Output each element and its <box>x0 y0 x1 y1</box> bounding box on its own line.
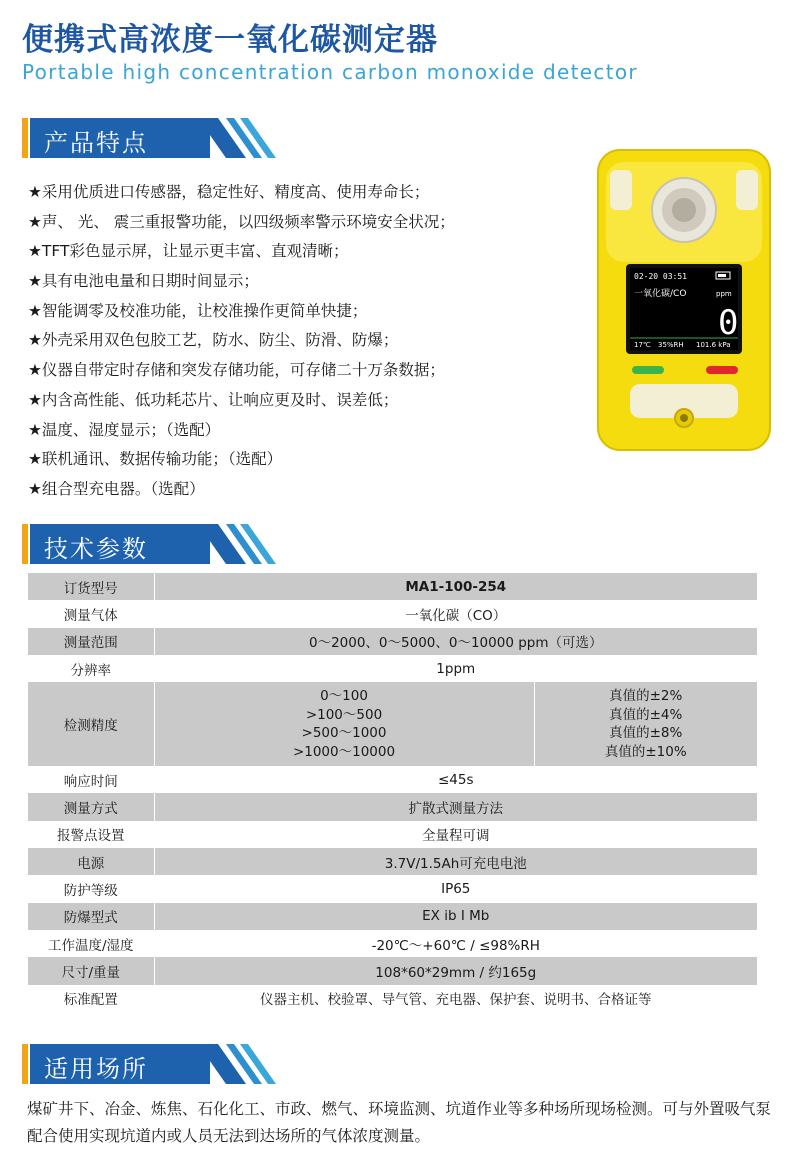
spec-label: 尺寸/重量 <box>28 957 154 984</box>
spec-value: 扩散式测量方法 <box>154 793 758 820</box>
feature-item: ★声、 光、 震三重报警功能，以四级频率警示环境安全状况； <box>28 212 455 231</box>
stripes-decoration-icon <box>198 1044 282 1084</box>
feature-list <box>28 178 568 505</box>
section-title-features: 产品特点 <box>44 129 148 157</box>
table-row <box>28 600 758 627</box>
screen-pressure: 101.6 kPa <box>696 341 731 349</box>
table-row <box>28 957 758 984</box>
spec-label: 测量范围 <box>28 628 154 655</box>
feature-item: ★具有电池电量和日期时间显示； <box>28 272 259 291</box>
usage-paragraph: 煤矿井下、冶金、炼焦、石化化工、市政、燃气、环境监测、坑道作业等多种场所现场检测。可与外置吸气泵配合使用实现坑道内或人员无法到达场所的气体浓度测量。 <box>27 1100 772 1145</box>
feature-item: ★组合型充电器。（选配） <box>28 479 205 498</box>
feature-item: ★温度、湿度显示；（选配） <box>28 420 221 439</box>
stripes-decoration-icon <box>198 524 282 564</box>
spec-label: 电源 <box>28 848 154 875</box>
spec-value: MA1-100-254 <box>154 573 758 600</box>
accuracy-range: >100～500 <box>305 706 383 723</box>
section-title-specs: 技术参数 <box>44 535 148 563</box>
spec-label: 工作温度/湿度 <box>28 930 154 957</box>
screen-unit: ppm <box>716 290 732 298</box>
section-header-specs <box>22 522 282 566</box>
accuracy-value: 真值的±8% <box>609 725 683 742</box>
spec-label: 防爆型式 <box>28 903 154 930</box>
feature-item: ★TFT彩色显示屏，让显示更丰富、直观清晰； <box>28 242 349 261</box>
table-row <box>28 821 758 848</box>
spec-value: 108*60*29mm / 约165g <box>154 957 758 984</box>
screen-reading: 0 <box>718 303 739 343</box>
page-title-zh: 便携式高浓度一氧化碳测定器 <box>22 22 438 58</box>
section-accent-bar <box>22 118 28 158</box>
spec-label: 测量气体 <box>28 600 154 627</box>
table-row <box>28 793 758 820</box>
accuracy-range: >500～1000 <box>301 725 387 742</box>
accuracy-range: 0～100 <box>320 688 368 705</box>
screen-temp: 17℃ <box>634 341 651 349</box>
section-accent-bar <box>22 524 28 564</box>
page-title-en: Portable high concentration carbon monoxide detector <box>22 60 638 84</box>
feature-item: ★内含高性能、低功耗芯片、让响应更及时、误差低； <box>28 390 399 409</box>
screen-humidity: 35%RH <box>658 341 684 349</box>
section-header-usage <box>22 1042 282 1086</box>
spec-label: 检测精度 <box>28 682 154 766</box>
spec-label: 响应时间 <box>28 766 154 793</box>
feature-item: ★智能调零及校准功能，让校准操作更简单快捷； <box>28 301 368 320</box>
specs-table <box>28 573 758 1012</box>
spec-label: 分辨率 <box>28 655 154 682</box>
accuracy-ranges <box>154 682 534 766</box>
table-row <box>28 655 758 682</box>
spec-label: 防护等级 <box>28 875 154 902</box>
spec-label: 报警点设置 <box>28 821 154 848</box>
spec-value: EX ib Ⅰ Mb <box>154 903 758 930</box>
feature-item: ★仪器自带定时存储和突发存储功能，可存储二十万条数据； <box>28 361 445 380</box>
table-row <box>28 766 758 793</box>
feature-item: ★联机通讯、数据传输功能；（选配） <box>28 450 283 469</box>
green-button[interactable] <box>632 366 664 374</box>
spec-label: 订货型号 <box>28 573 154 600</box>
table-row <box>28 848 758 875</box>
table-row <box>28 628 758 655</box>
table-row <box>28 985 758 1012</box>
feature-item: ★采用优质进口传感器，稳定性好、精度高、使用寿命长； <box>28 183 430 201</box>
accuracy-value: 真值的±4% <box>609 706 683 723</box>
stripes-decoration-icon <box>198 118 282 158</box>
spec-value: IP65 <box>154 875 758 902</box>
co-detector-device-image <box>596 148 772 452</box>
spec-value: ≤45s <box>154 766 758 793</box>
feature-item: ★外壳采用双色包胶工艺，防水、防尘、防滑、防爆； <box>28 331 399 350</box>
accuracy-values <box>534 682 758 766</box>
accuracy-value: 真值的±2% <box>609 688 683 705</box>
screen-datetime: 02-20 03:51 <box>634 272 687 281</box>
spec-value: 全量程可调 <box>154 821 758 848</box>
table-row <box>28 573 758 600</box>
section-title-usage: 适用场所 <box>44 1055 148 1083</box>
spec-value: -20℃～+60℃ / ≤98%RH <box>154 930 758 957</box>
spec-label: 测量方式 <box>28 793 154 820</box>
accuracy-range: >1000～10000 <box>292 743 396 760</box>
table-row <box>28 875 758 902</box>
accuracy-value: 真值的±10% <box>604 743 687 760</box>
table-row <box>28 903 758 930</box>
spec-value: 仪器主机、校验罩、导气管、充电器、保护套、说明书、合格证等 <box>154 985 758 1012</box>
spec-value: 一氧化碳（CO） <box>154 600 758 627</box>
table-row-accuracy <box>28 682 758 766</box>
spec-value: 0～2000、0～5000、0～10000 ppm（可选） <box>154 628 758 655</box>
table-row <box>28 930 758 957</box>
screen-gas-label: 一氧化碳/CO <box>634 289 687 299</box>
spec-value: 1ppm <box>154 655 758 682</box>
red-button[interactable] <box>706 366 738 374</box>
spec-value: 3.7V/1.5Ah可充电电池 <box>154 848 758 875</box>
spec-label: 标准配置 <box>28 985 154 1012</box>
section-accent-bar <box>22 1044 28 1084</box>
section-header-features <box>22 116 282 160</box>
